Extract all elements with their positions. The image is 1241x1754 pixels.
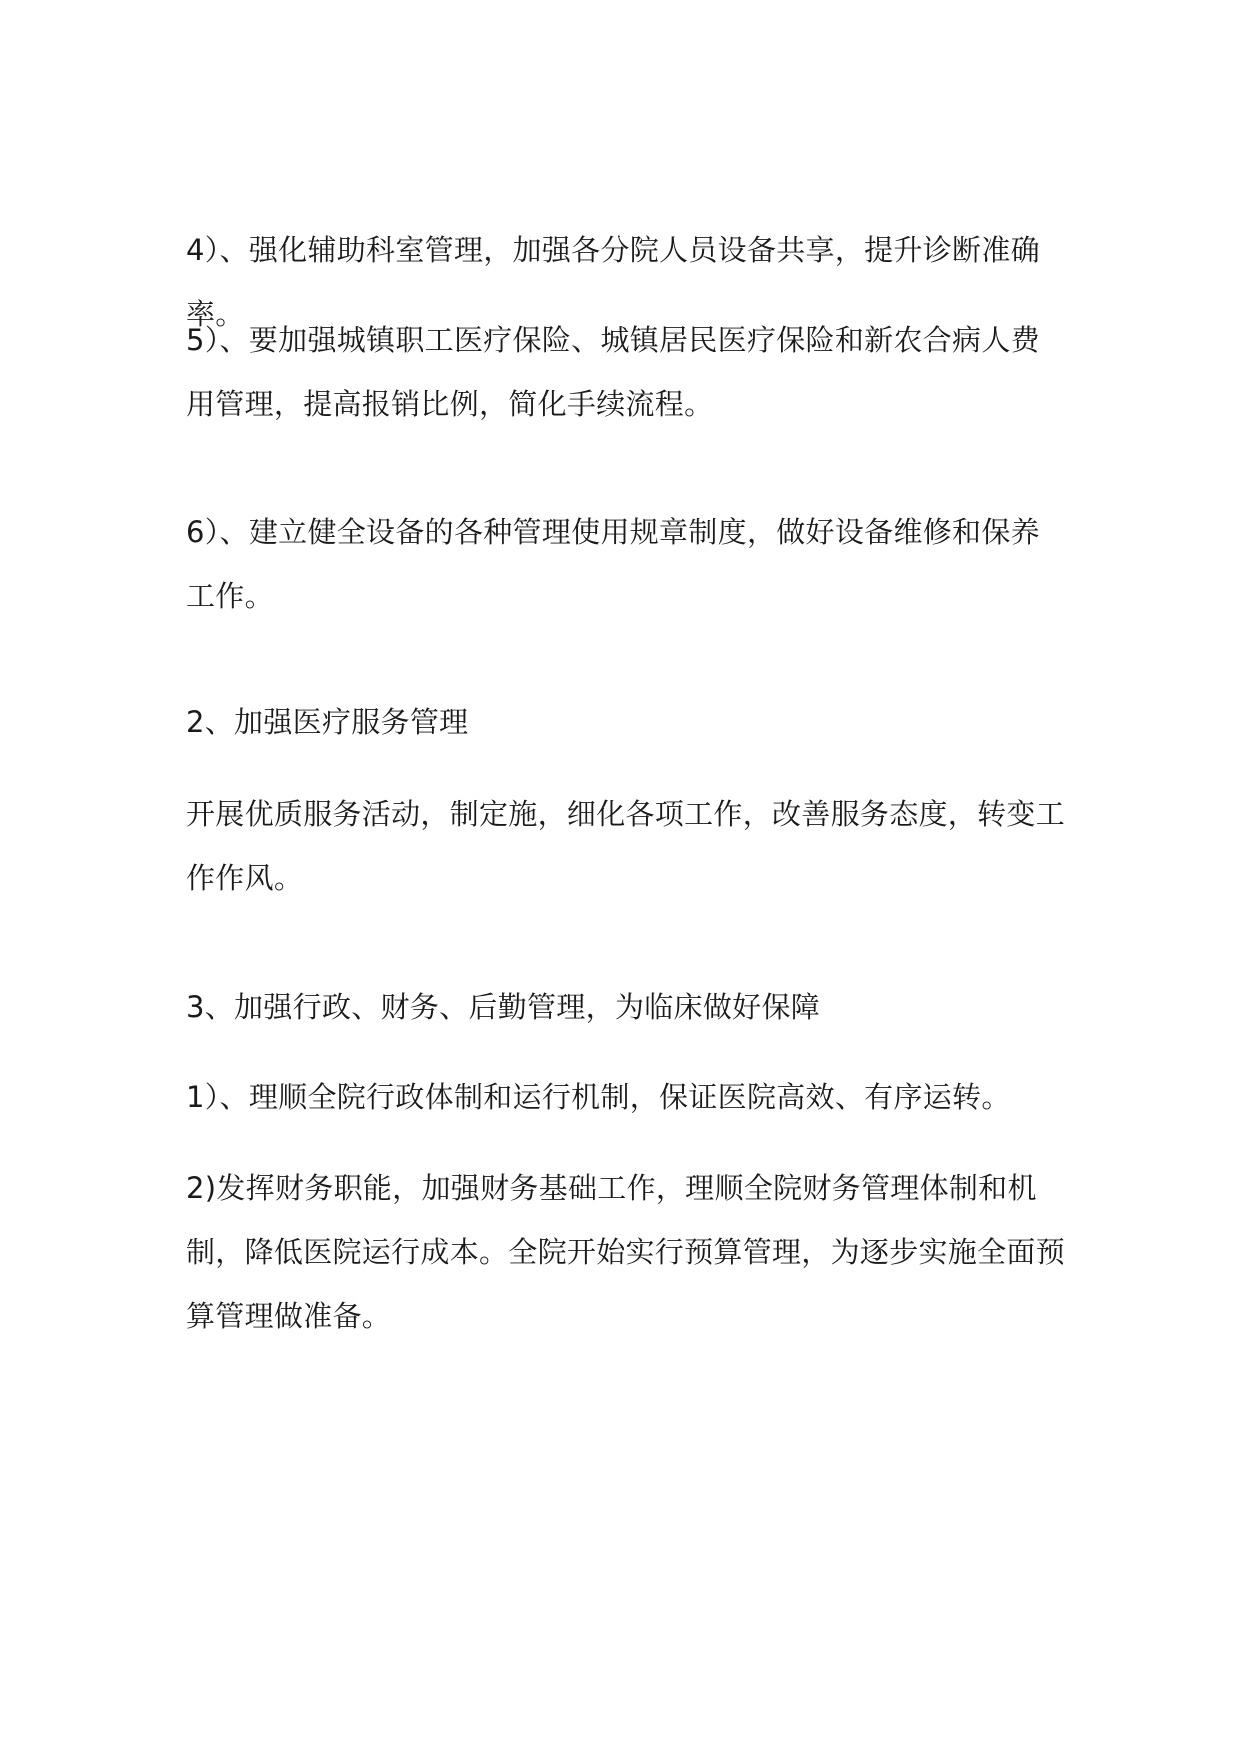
paragraph-item-4: 4）、强化辅助科室管理，加强各分院人员设备共享，提升诊断准确率。 <box>186 233 1040 331</box>
paragraph-item-6: 6）、建立健全设备的各种管理使用规章制度，做好设备维修和保养工作。 <box>186 515 1040 613</box>
paragraph-service: 开展优质服务活动，制定施，细化各项工作，改善服务态度，转变工作作风。 <box>186 797 1066 895</box>
section-heading-3: 3、加强行政、财务、后勤管理，为临床做好保障 <box>186 990 821 1024</box>
paragraph-item-5: 5）、要加强城镇职工医疗保险、城镇居民医疗保险和新农合病人费用管理，提高报销比例，简化手续流程。 <box>186 323 1040 421</box>
paragraph-item-1: 1）、理顺全院行政体制和运行机制，保证医院高效、有序运转。 <box>186 1080 1011 1114</box>
section-heading-2: 2、加强医疗服务管理 <box>186 705 469 739</box>
paragraph-item-2: 2)发挥财务职能，加强财务基础工作，理顺全院财务管理体制和机制，降低医院运行成本。全院开始实行预算管理，为逐步实施全面预算管理做准备。 <box>186 1171 1066 1333</box>
